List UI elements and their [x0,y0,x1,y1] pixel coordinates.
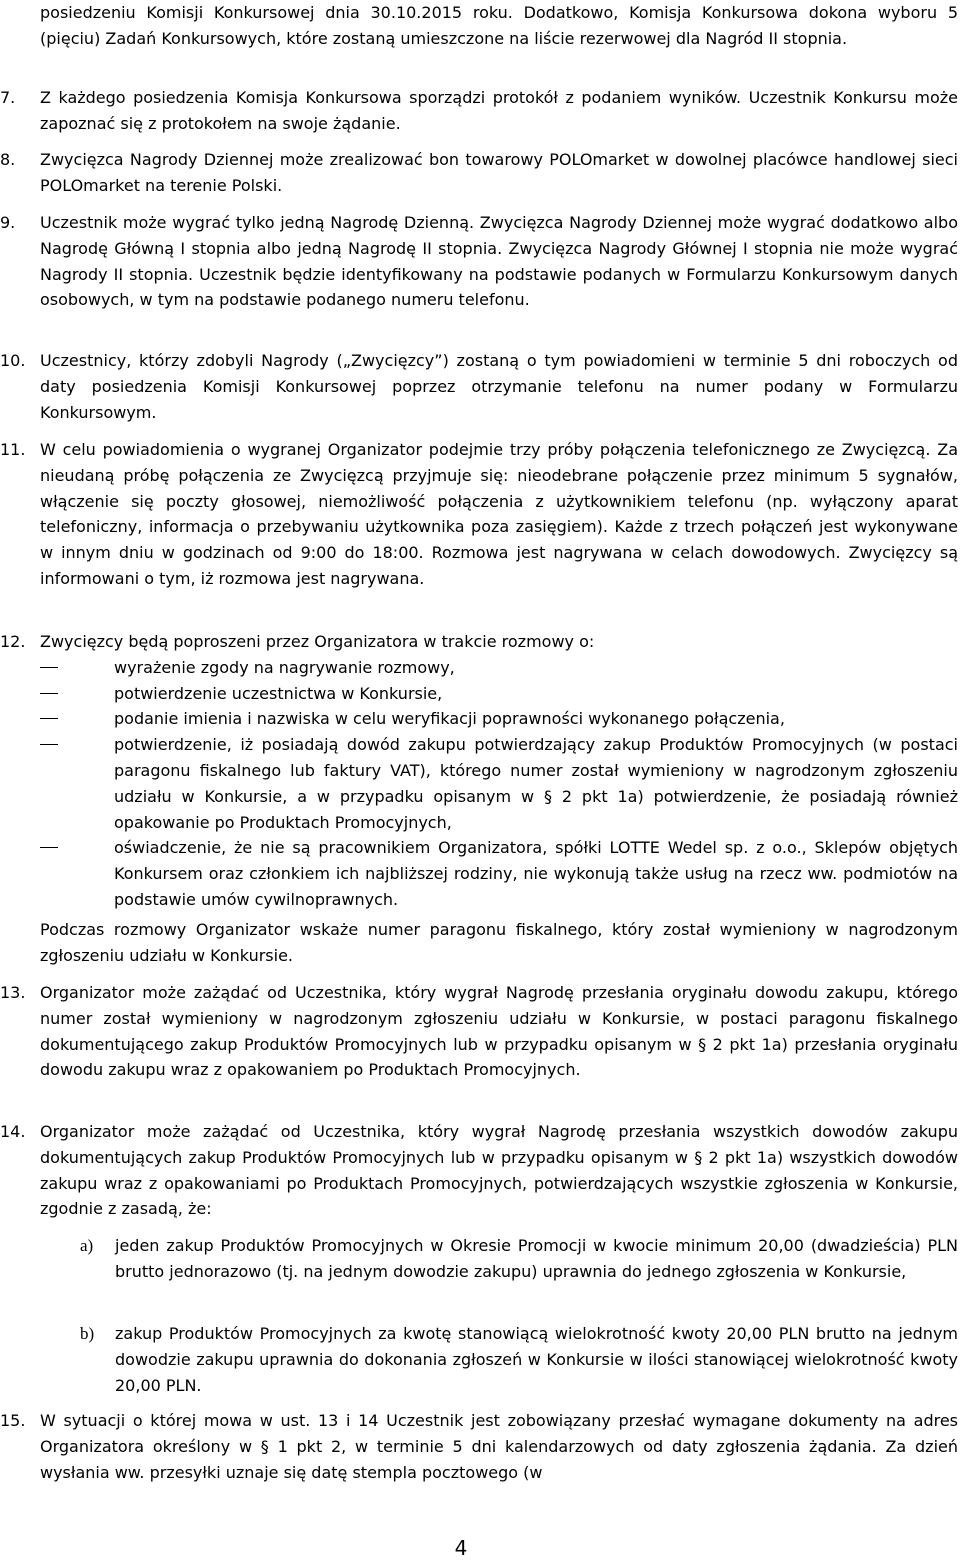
item-text: W sytuacji o której mowa w ust. 13 i 14 Uczestnik jest zobowiązany przesłać wymagane dokumenty na adres Organizatora określony w § 1 pkt 2, w terminie 5 dni kalendarzowych od daty zgłoszenia żądania. Za dzień wysłania ww. przesyłki uznaje się datę stempla pocztowego (w [40,1411,958,1482]
item-number: 14. [0,1122,26,1141]
item-text: Uczestnik może wygrać tylko jedną Nagrodę Dzienną. Zwycięzca Nagrody Dziennej może wygrać dodatkowo albo Nagrodę Główną I stopnia albo jedną Nagrodę II stopnia. Zwycięzca Nagrody Głównej I stopnia nie może wygrać Nagrody II stopnia. Uczestnik będzie identyfikowany na podstawie podanych w Formularzu Konkursowym danych osobowych, w tym na podstawie podanego numeru telefonu. [40,213,958,310]
dash-list-item [40,681,958,707]
item-number: 11. [0,440,26,459]
alpha-item-text: jeden zakup Produktów Promocyjnych w Okresie Promocji w kwocie minimum 20,00 (dwadzieścia) PLN brutto jednorazowo (tj. na jednym dowodzie zakupu) uprawnia do jednego zgłoszenia w Konkursie, [115,1236,958,1281]
item-number: 13. [0,983,26,1002]
list-item-14a [0,1233,958,1285]
list-item-8 [0,147,958,199]
item-number: 12. [0,632,26,651]
item-number: 8. [0,150,16,169]
item-text: Organizator może zażądać od Uczestnika, który wygrał Nagrodę przesłania wszystkich dowodów zakupu dokumentujących zakup Produktów Promocyjnych lub w przypadku opisanym w § 2 pkt 1a) wszystkich dowodów zakupu wraz z opakowaniami po Produktach Promocyjnych, potwierdzających wszystkie zgłoszenia w Konkursie, zgodnie z zasadą, że: [40,1122,958,1219]
dash-list-item [40,835,958,912]
item-number: 15. [0,1411,26,1430]
dash-list-item [40,706,958,732]
item-12-note: Podczas rozmowy Organizator wskaże numer paragonu fiskalnego, który został wymieniony w nagrodzonym zgłoszeniu udziału w Konkursie. [40,920,958,965]
alpha-letter: b) [80,1324,95,1343]
list-item-11 [0,437,958,592]
dash-bullet-icon [40,847,58,848]
dash-bullet-icon [40,718,58,719]
item-text: Zwycięzca Nagrody Dziennej może zrealizować bon towarowy POLOmarket w dowolnej placówce handlowej sieci POLOmarket na terenie Polski. [40,150,958,195]
list-item-12 [0,629,958,913]
dash-item-text: podanie imienia i nazwiska w celu weryfikacji poprawności wykonanego połączenia, [114,709,785,729]
alpha-letter: a) [80,1236,94,1255]
list-item-13 [0,980,958,1083]
list-item-14 [0,1119,958,1222]
dash-item-text: potwierdzenie, iż posiadają dowód zakupu potwierdzający zakup Produktów Promocyjnych (w postaci paragonu fiskalnego lub faktury VAT), którego numer został wymieniony w nagrodzonym zgłoszeniu udziału w Konkursie, a w przypadku opisanym w § 2 pkt 1a) potwierdzenie, że posiadają również opakowanie po Produktach Promocyjnych, [114,735,958,832]
dash-list-item [40,732,958,835]
alpha-item-text: zakup Produktów Promocyjnych za kwotę stanowiącą wielokrotność kwoty 20,00 PLN brutto na jednym dowodzie zakupu uprawnia do dokonania zgłoszeń w Konkursie w ilości stanowiącej wielokrotność kwoty 20,00 PLN. [115,1324,958,1395]
dash-bullet-icon [40,667,58,668]
item-text: Zwycięzcy będą poproszeni przez Organizatora w trakcie rozmowy o: [40,632,595,651]
dash-list-item [40,655,958,681]
dash-bullet-icon [40,744,58,745]
item-number: 7. [0,88,16,107]
list-item-15 [0,1408,958,1485]
item-number: 9. [0,213,16,232]
item-text: Z każdego posiedzenia Komisja Konkursowa sporządzi protokół z podaniem wyników. Uczestnik Konkursu może zapoznać się z protokołem na swoje żądanie. [40,88,958,133]
item-text: Organizator może zażądać od Uczestnika, który wygrał Nagrodę przesłania oryginału dowodu zakupu, którego numer został wymieniony w nagrodzonym zgłoszeniu udziału w Konkursie, w postaci paragonu fiskalnego dokumentującego zakup Produktów Promocyjnych lub w przypadku opisanym w § 2 pkt 1a) przesłania oryginału dowodu zakupu wraz z opakowaniem po Produktach Promocyjnych. [40,983,958,1080]
page-number: 4 [454,1536,468,1560]
dash-item-text: wyrażenie zgody na nagrywanie rozmowy, [114,657,455,677]
alpha-list-item [40,1321,958,1398]
alpha-list-item [40,1233,958,1285]
list-item-10 [0,348,958,425]
dash-item-text: oświadczenie, że nie są pracownikiem Organizatora, spółki LOTTE Wedel sp. z o.o., Sklepów objętych Konkursem oraz członkiem ich najbliższej rodziny, nie wykonują także usług na rzecz ww. podmiotów na podstawie umów cywilnoprawnych. [114,838,958,909]
intro-paragraph: posiedzeniu Komisji Konkursowej dnia 30.10.2015 roku. Dodatkowo, Komisja Konkursowa dokona wyboru 5 (pięciu) Zadań Konkursowych, które zostaną umieszczone na liście rezerwowej dla Nagród II stopnia. [40,3,958,48]
item-number: 10. [0,351,26,370]
list-item-9 [0,210,958,313]
dash-item-text: potwierdzenie uczestnictwa w Konkursie, [114,683,443,703]
dash-bullet-icon [40,693,58,694]
list-item-7 [0,85,958,137]
item-text: Uczestnicy, którzy zdobyli Nagrody („Zwycięzcy”) zostaną o tym powiadomieni w terminie 5 dni roboczych od daty posiedzenia Komisji Konkursowej poprzez otrzymanie telefonu na numer podany w Formularzu Konkursowym. [40,351,958,422]
list-item-14b [0,1321,958,1398]
item-text: W celu powiadomienia o wygranej Organizator podejmie trzy próby połączenia telefonicznego ze Zwycięzcą. Za nieudaną próbę połączenia ze Zwycięzcą przyjmuje się: nieodebrane połączenie przez minimum 5 sygnałów, włączenie się poczty głosowej, niemożliwość połączenia z użytkownikiem telefonu (np. wyłączony aparat telefoniczny, informacja o przebywaniu użytkownika poza zasięgiem). Każde z trzech połączeń jest wykonywane w innym dniu w godzinach od 9:00 do 18:00. Rozmowa jest nagrywana w celach dowodowych. Zwycięzcy są informowani o tym, iż rozmowa jest nagrywana. [40,440,958,588]
